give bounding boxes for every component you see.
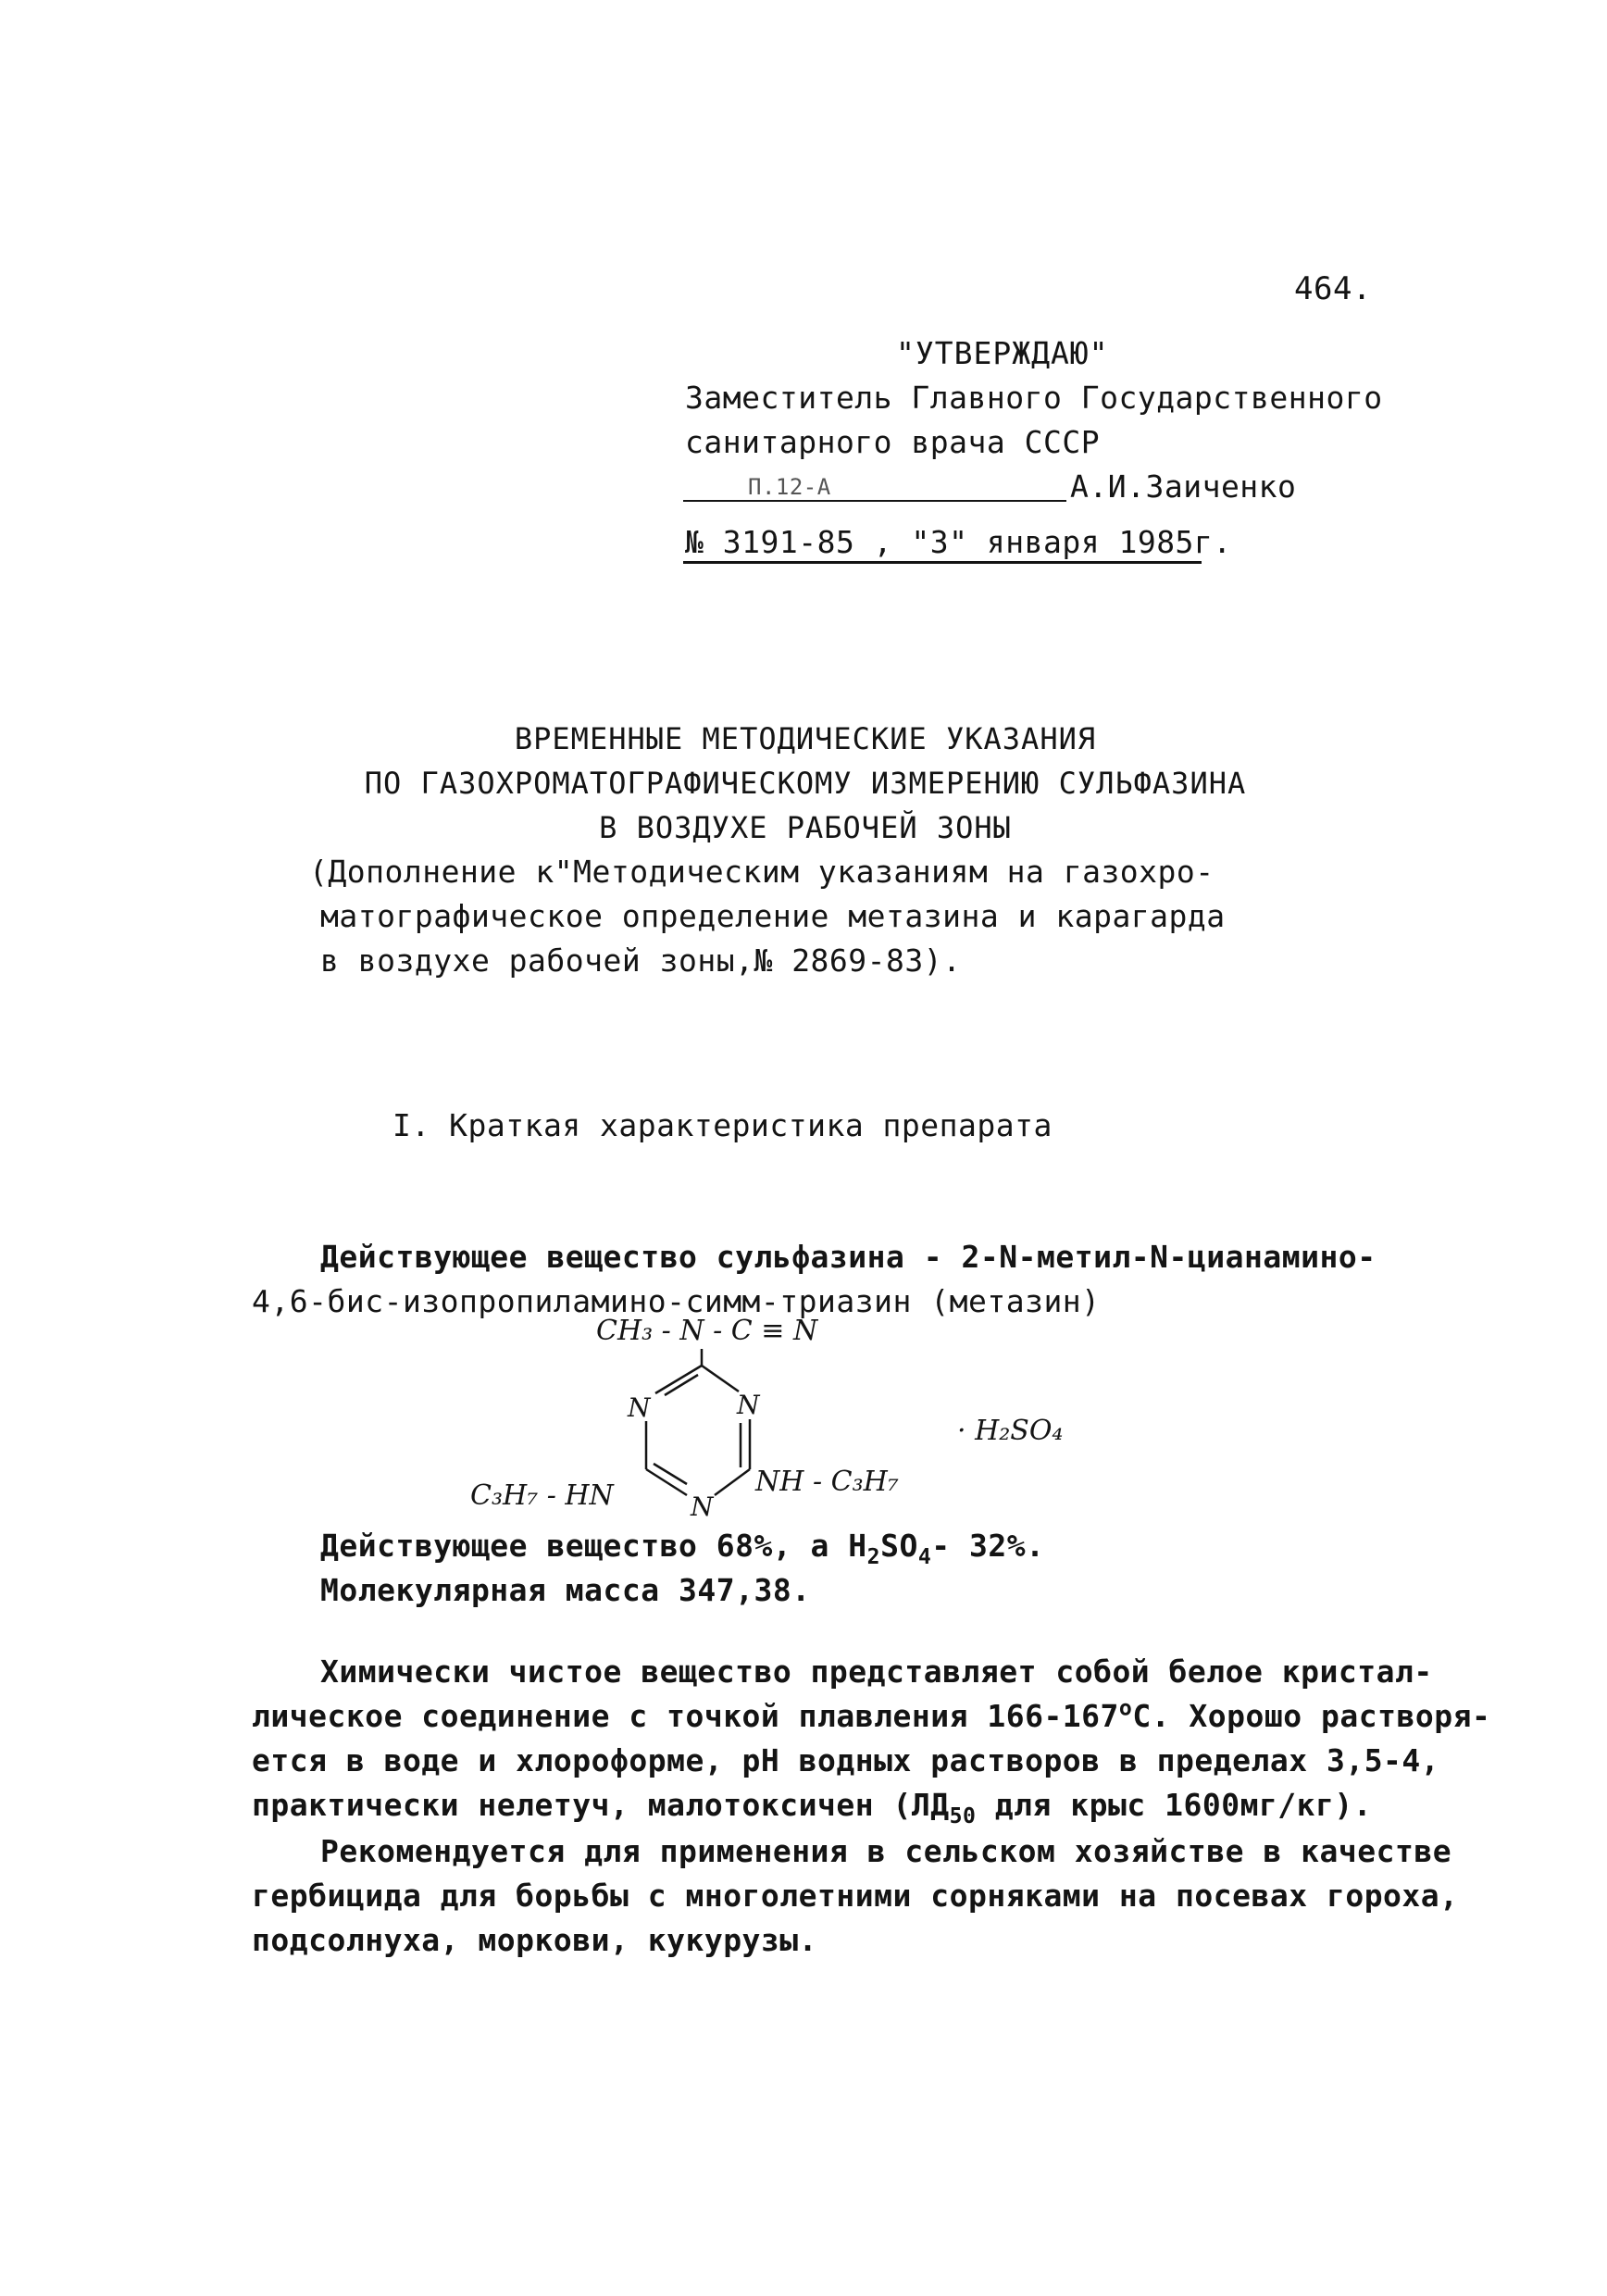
paragraph2-line2: гербицида для борьбы с многолетними сорняками на посевах гороха, <box>252 1878 1459 1914</box>
active-substance-line2: 4,6-бис-изопропиламино-симм-триазин (метазин) <box>252 1283 1101 1319</box>
ld50-subscript: 50 <box>949 1804 977 1829</box>
ring-double-bond <box>654 1464 687 1484</box>
signatory-name: А.И.Заиченко <box>1070 468 1297 505</box>
paragraph1-line3: ется в воде и хлороформе, pH водных растворов в пределах 3,5-4, <box>252 1742 1440 1778</box>
ring-atom-left: N <box>628 1392 651 1423</box>
document-title-line3: В ВОЗДУХЕ РАБОЧЕЙ ЗОНЫ <box>599 810 1012 845</box>
paragraph1-line1: Химически чистое вещество представляет собой белое кристал- <box>320 1653 1433 1690</box>
h2so4-so: SO <box>880 1528 918 1564</box>
paragraph1-line2 <box>252 1698 1490 1735</box>
supplement-line3: в воздухе рабочей зоны,№ 2869-83). <box>320 942 962 979</box>
paragraph1-line4 <box>252 1787 1373 1829</box>
structure-top-group: CH₃ - N - C ≡ N <box>596 1315 818 1347</box>
supplement-line2: матографическое определение метазина и карагарда <box>320 898 1226 934</box>
h2so4-h: H <box>848 1528 867 1564</box>
paragraph2-line1: Рекомендуется для применения в сельском хозяйстве в качестве <box>320 1833 1452 1869</box>
ring-bond <box>702 1366 739 1391</box>
structure-salt: · H₂SO₄ <box>957 1415 1064 1447</box>
approval-position-line1: Заместитель Главного Государственного <box>685 380 1383 416</box>
ring-bond <box>655 1366 702 1393</box>
paragraph1-line2-rest: С. Хорошо растворя- <box>1132 1698 1491 1734</box>
ring-bond <box>646 1469 687 1495</box>
molar-mass: Молекулярная масса 347,38. <box>320 1572 811 1608</box>
paragraph1-line4-text: практически нелетуч, малотоксичен (ЛД <box>252 1787 950 1823</box>
ring-atom-right: N <box>737 1390 760 1420</box>
paragraph1-line2-text: лическое соединение с точкой плавления 166-167 <box>252 1698 1119 1734</box>
approval-position-line2: санитарного врача СССР <box>685 424 1101 460</box>
active-content <box>320 1528 1045 1570</box>
supplement-line1: (Дополнение к"Методическим указаниям на газохро- <box>309 854 1215 890</box>
active-substance-line1: Действующее вещество сульфазина - 2-N-метил-N-цианамино- <box>320 1239 1377 1275</box>
ring-atom-bottom: N <box>691 1491 714 1522</box>
signature-line <box>683 500 1066 502</box>
page-number: 464. <box>1294 270 1372 307</box>
h2so4-sub2: 2 <box>866 1545 881 1570</box>
signature: П.12-А <box>748 474 831 500</box>
registration-underline <box>683 561 1202 564</box>
structure-right-group: NH - C₃H₇ <box>755 1466 899 1498</box>
h2so4-sub4: 4 <box>917 1545 932 1570</box>
structure-left-group: C₃H₇ - HN <box>470 1479 614 1512</box>
document-title-line1: ВРЕМЕННЫЕ МЕТОДИЧЕСКИЕ УКАЗАНИЯ <box>514 721 1097 756</box>
paragraph1-line4-rest: для крыс 1600мг/кг). <box>976 1787 1373 1823</box>
degree-symbol: о <box>1118 1696 1133 1721</box>
section-heading: I. Краткая характеристика препарата <box>392 1107 1053 1143</box>
active-content-text: Действующее вещество 68%, а <box>320 1528 849 1564</box>
approval-heading: "УТВЕРЖДАЮ" <box>896 335 1109 371</box>
paragraph2-line3: подсолнуха, моркови, кукурузы. <box>252 1922 818 1958</box>
chemical-structure <box>444 1301 1111 1532</box>
active-content-percent: - 32%. <box>931 1528 1045 1564</box>
document-title-line2: ПО ГАЗОХРОМАТОГРАФИЧЕСКОМУ ИЗМЕРЕНИЮ СУЛЬФАЗИНА <box>364 766 1247 801</box>
registration-number: № 3191-85 , "3" января 1985г. <box>685 524 1232 560</box>
ring-bond <box>715 1469 750 1495</box>
